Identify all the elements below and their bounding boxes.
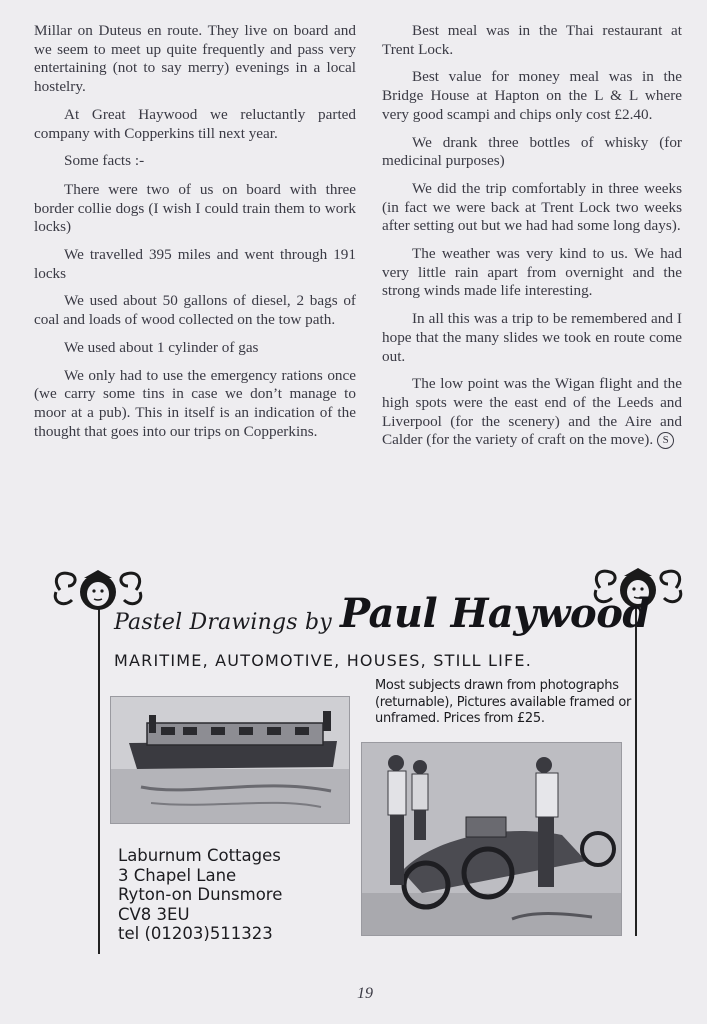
artist-name: Paul Haywood <box>340 590 650 637</box>
paragraph: There were two of us on board with three border collie dogs (I wish I could train them to work locks) <box>34 180 356 236</box>
paragraph: At Great Haywood we reluctantly parted company with Copperkins till next year. <box>34 105 356 142</box>
paragraph-facts-heading: Some facts :- <box>64 152 145 170</box>
address-line: CV8 3EU <box>118 904 190 924</box>
paragraph: The weather was very kind to us. We had very little rain apart from overnight and the strong winds made life interesting. <box>382 245 682 300</box>
article-right-column <box>382 22 682 459</box>
ad-frame-line <box>98 604 100 954</box>
ad-address <box>118 846 282 944</box>
paragraph-final-text: The low point was the Wigan flight and the high spots were the east end of the Leeds and Liverpool (for the scenery) and the Aire and Calder (for the variety of craft on the move). <box>382 375 682 449</box>
advertisement <box>48 562 658 962</box>
ad-script-heading: Pastel Drawings by <box>114 610 332 635</box>
ad-frame-line <box>635 604 637 936</box>
article-left-column <box>34 22 356 450</box>
paragraph: We only had to use the emergency rations once (we carry some tins in case we don’t manage to moor at a pub). This in itself is an indication of the thought that goes into our trips on Copperkins. <box>34 366 356 440</box>
paragraph-final <box>382 375 682 450</box>
paragraph: We drank three bottles of whisky (for medicinal purposes) <box>382 133 682 170</box>
paragraph: In all this was a trip to be remembered and I hope that the many slides we took en route come out. <box>382 310 682 365</box>
paragraph: Millar on Duteus en route. They live on board and we seem to meet up quite frequently and pass very entertaining (not to say merry) evenings in a local hostelry. <box>34 22 356 96</box>
paragraph: Best value for money meal was in the Bridge House at Hapton on the L & L where very good scampi and chips only cost £2.40. <box>382 68 682 123</box>
paragraph: We did the trip comfortably in three weeks (in fact we were back at Trent Lock two weeks after setting out but we had had some long days). <box>382 179 682 235</box>
narrowboat-drawing <box>110 696 350 824</box>
address-line: Laburnum Cottages <box>118 846 281 865</box>
paragraph: Best meal was in the Thai restaurant at Trent Lock. <box>382 22 682 58</box>
paragraph: We used about 1 cylinder of gas <box>64 338 259 356</box>
face-ornament-icon <box>50 566 146 614</box>
ad-pricing-note: Most subjects drawn from photographs (returnable), Pictures available framed or unframed. Prices from £25. <box>375 678 632 726</box>
paragraph: We travelled 395 miles and went through 191 locks <box>34 246 356 282</box>
address-phone: tel (01203)511323 <box>118 924 273 943</box>
ad-subjects: MARITIME, AUTOMOTIVE, HOUSES, STILL LIFE. <box>114 651 533 670</box>
end-mark-icon: S <box>657 432 674 449</box>
address-line: 3 Chapel Lane <box>118 865 237 885</box>
page-number: 19 <box>357 985 373 1002</box>
address-line: Ryton-on Dunsmore <box>118 885 283 904</box>
paragraph: We used about 50 gallons of diesel, 2 bags of coal and loads of wood collected on the tow path. <box>34 292 356 329</box>
vintage-car-drawing <box>361 742 622 936</box>
